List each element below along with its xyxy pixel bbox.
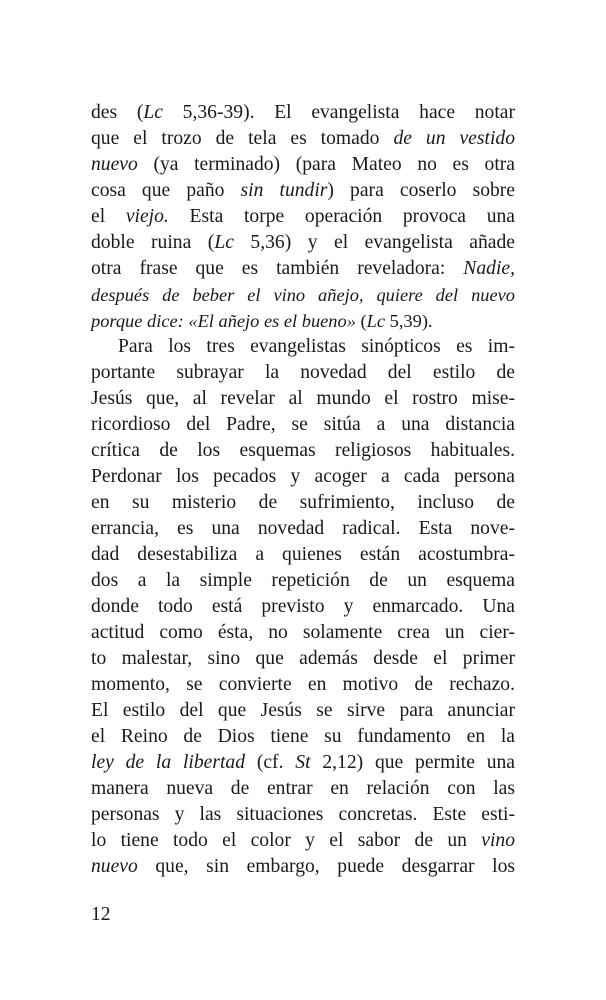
text-run: portante subrayar la novedad del estilo de — [91, 362, 515, 383]
text-run: cosa que paño — [91, 180, 241, 201]
text-line — [91, 204, 515, 230]
text-run: (ya terminado) (para Mateo no es otra — [137, 154, 515, 175]
italic-run: de un vestido — [393, 128, 515, 149]
text-line — [91, 854, 515, 880]
text-run: manera nueva de entrar en relación con las — [91, 778, 515, 799]
text-line — [91, 724, 515, 750]
text-line — [91, 568, 515, 594]
text-line — [91, 620, 515, 646]
body-text — [91, 100, 515, 880]
text-line — [91, 334, 515, 360]
text-run: momento, se convierte en motivo de rechazo. — [91, 674, 515, 695]
italic-run: nuevo — [91, 154, 138, 175]
text-line — [91, 594, 515, 620]
text-run: Para los tres evangelistas sinópticos es im- — [118, 336, 515, 357]
text-run: des ( — [91, 102, 144, 123]
italic-run: Nadie, — [463, 258, 515, 279]
text-line — [91, 412, 515, 438]
italic-run: Lc — [366, 311, 386, 331]
text-run: El estilo del que Jesús se sirve para anunciar — [91, 700, 515, 721]
text-run: 2,12) que permite una — [310, 752, 515, 773]
text-run: Jesús que, al revelar al mundo el rostro mise- — [91, 388, 515, 409]
italic-run: porque dice: «El añejo es el bueno» — [91, 311, 356, 331]
text-line — [91, 750, 515, 776]
italic-run: sin tundir — [240, 180, 328, 201]
text-run: 5,39). — [385, 311, 433, 331]
text-line — [91, 438, 515, 464]
text-run: lo tiene todo el color y el sabor de un — [91, 830, 482, 851]
text-line — [91, 776, 515, 802]
text-run: crítica de los esquemas religiosos habituales. — [91, 440, 515, 461]
text-line — [91, 282, 515, 308]
text-line — [91, 178, 515, 204]
text-run: ( — [355, 311, 367, 331]
text-run: que, sin embargo, puede desgarrar los — [137, 856, 515, 877]
text-line — [91, 360, 515, 386]
text-run: actitud como ésta, no solamente crea un cier- — [91, 622, 515, 643]
text-run: dad desestabiliza a quienes están acostumbra- — [91, 544, 515, 565]
italic-run: St — [295, 752, 311, 773]
italic-run: viejo. — [125, 206, 169, 227]
text-line — [91, 698, 515, 724]
text-line — [91, 672, 515, 698]
text-run: ricordioso del Padre, se sitúa a una distancia — [91, 414, 515, 435]
italic-run: ley de la libertad — [91, 752, 246, 773]
text-line — [91, 256, 515, 282]
text-run: ) para coserlo sobre — [327, 180, 516, 201]
text-line — [91, 828, 515, 854]
text-run: dos a la simple repetición de un esquema — [91, 570, 515, 591]
text-line — [91, 646, 515, 672]
text-run: 5,36-39). El evangelista hace notar — [162, 102, 516, 123]
text-line — [91, 490, 515, 516]
text-line — [91, 386, 515, 412]
text-line — [91, 100, 515, 126]
italic-run: Lc — [214, 232, 234, 253]
text-run: Esta torpe operación provoca una — [168, 206, 515, 227]
text-line — [91, 464, 515, 490]
italic-run: nuevo — [91, 856, 138, 877]
text-run: en su misterio de sufrimiento, incluso de — [91, 492, 515, 513]
text-run: doble ruina ( — [91, 232, 215, 253]
text-line — [91, 126, 515, 152]
text-line — [91, 802, 515, 828]
text-line — [91, 516, 515, 542]
text-line — [91, 152, 515, 178]
text-run: personas y las situaciones concretas. Este esti- — [91, 804, 515, 825]
text-run: to malestar, sino que además desde el primer — [91, 648, 515, 669]
text-run: otra frase que es también reveladora: — [91, 258, 464, 279]
text-run: donde todo está previsto y enmarcado. Una — [91, 596, 515, 617]
italic-run: Lc — [143, 102, 163, 123]
text-run: errancia, es una novedad radical. Esta nove- — [91, 518, 515, 539]
text-run: el Reino de Dios tiene su fundamento en la — [91, 726, 515, 747]
text-run: el — [91, 206, 126, 227]
italic-run: vino — [481, 830, 515, 851]
text-run: que el trozo de tela es tomado — [91, 128, 394, 149]
text-run: 5,36) y el evangelista añade — [233, 232, 515, 253]
text-line — [91, 230, 515, 256]
italic-run: después de beber el vino añejo, quiere del nuevo — [91, 285, 515, 305]
page-number: 12 — [91, 904, 111, 925]
text-line — [91, 308, 515, 334]
text-run: (cf. — [245, 752, 296, 773]
text-run: Perdonar los pecados y acoger a cada persona — [91, 466, 515, 487]
text-line — [91, 542, 515, 568]
